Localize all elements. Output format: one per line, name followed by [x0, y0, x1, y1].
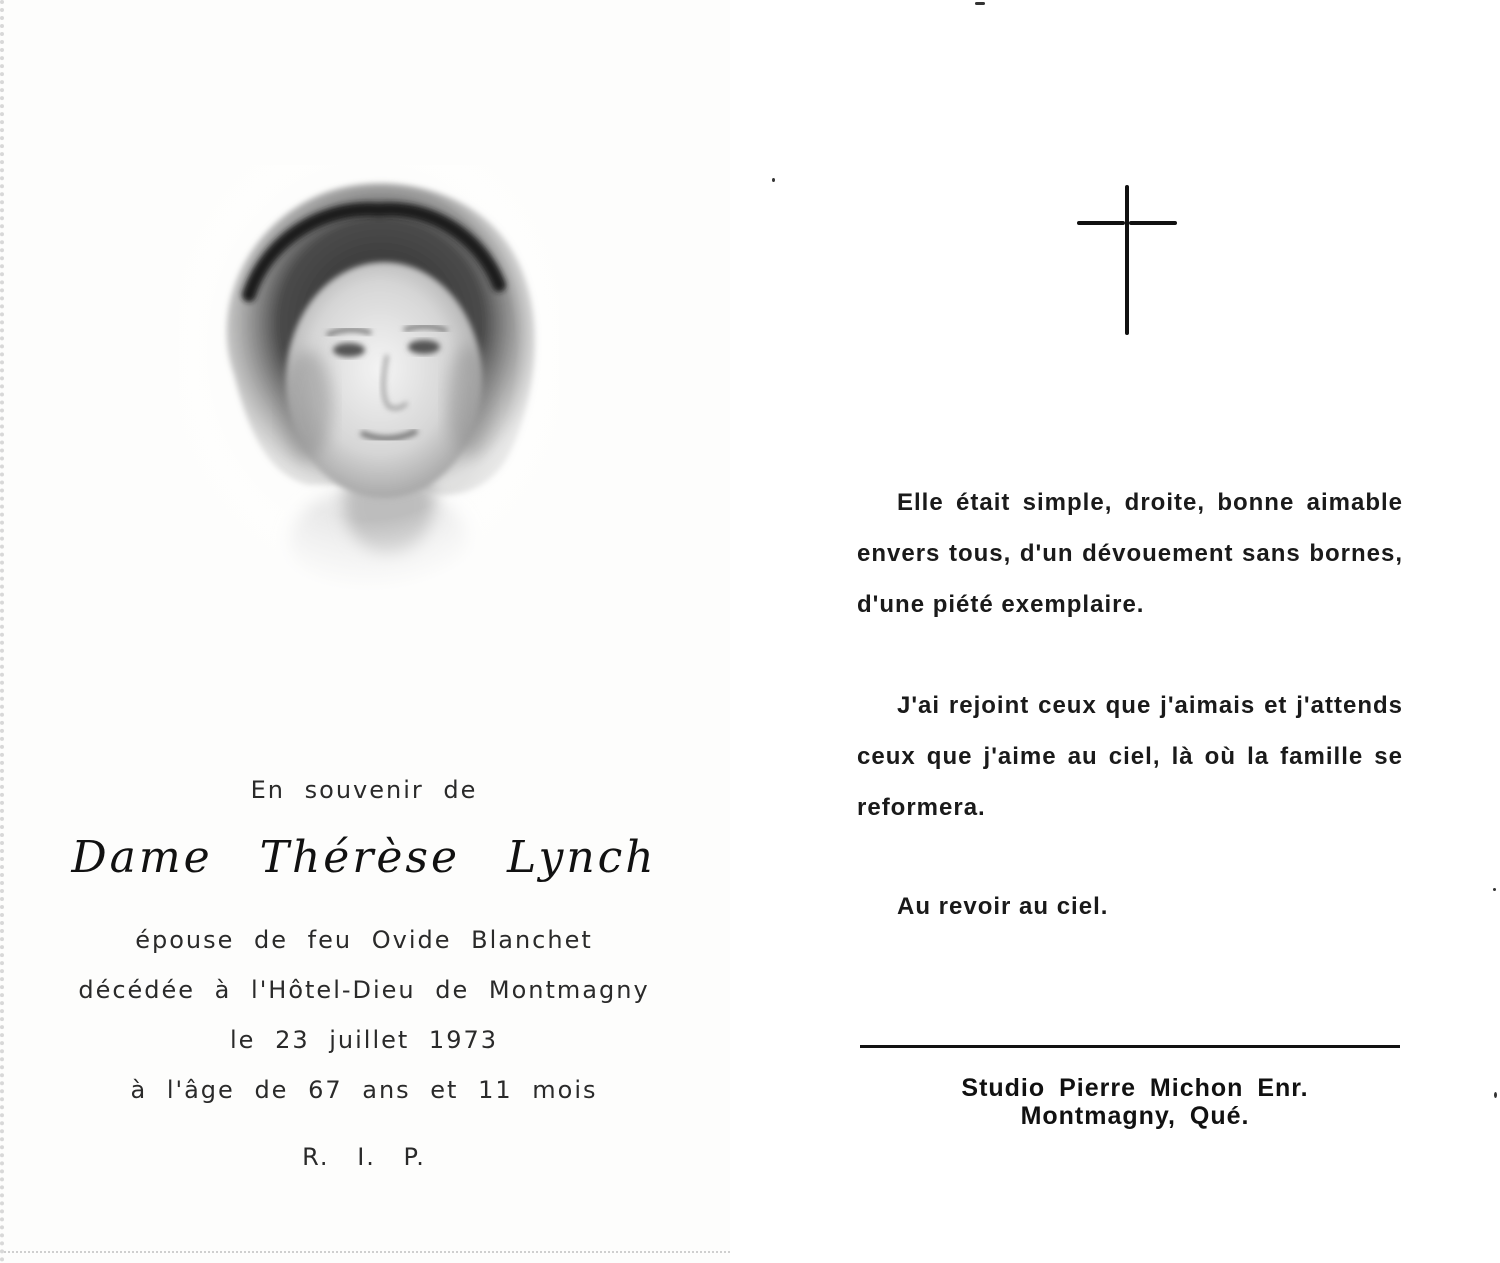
- scan-speck: [1493, 888, 1496, 891]
- studio-location: Montmagny, Qué.: [1020, 1102, 1250, 1130]
- spouse-line: épouse de feu Ovide Blanchet: [135, 926, 593, 954]
- deceased-name: Dame Thérèse Lynch: [71, 832, 657, 883]
- scan-speck: [1494, 1092, 1497, 1098]
- farewell-paragraph: J'ai rejoint ceux que j'aimais et j'attends ceux que j'aime au ciel, là où la famille se reformera.: [857, 692, 1403, 821]
- souvenir-text: En souvenir de: [250, 776, 478, 804]
- tribute-paragraph: Elle était simple, droite, bonne aimable envers tous, d'un dévouement sans bornes, d'une piété exemplaire.: [857, 489, 1403, 618]
- portrait-image: [179, 165, 559, 605]
- scan-speck: [975, 2, 985, 5]
- left-panel: [0, 0, 734, 1263]
- age-line: à l'âge de 67 ans et 11 mois: [130, 1076, 598, 1104]
- portrait-photo: [179, 165, 559, 605]
- closing-line: Au revoir au ciel.: [897, 893, 1109, 920]
- scan-speck: [772, 178, 775, 182]
- death-place-line: décédée à l'Hôtel-Dieu de Montmagny: [78, 976, 650, 1004]
- divider-line: [860, 1045, 1400, 1048]
- torn-edge: [4, 1251, 734, 1263]
- rip-text: R. I. P.: [302, 1143, 426, 1171]
- death-date-line: le 23 juillet 1973: [230, 1026, 498, 1054]
- cross-icon: [1077, 185, 1177, 335]
- studio-name: Studio Pierre Michon Enr.: [961, 1074, 1309, 1102]
